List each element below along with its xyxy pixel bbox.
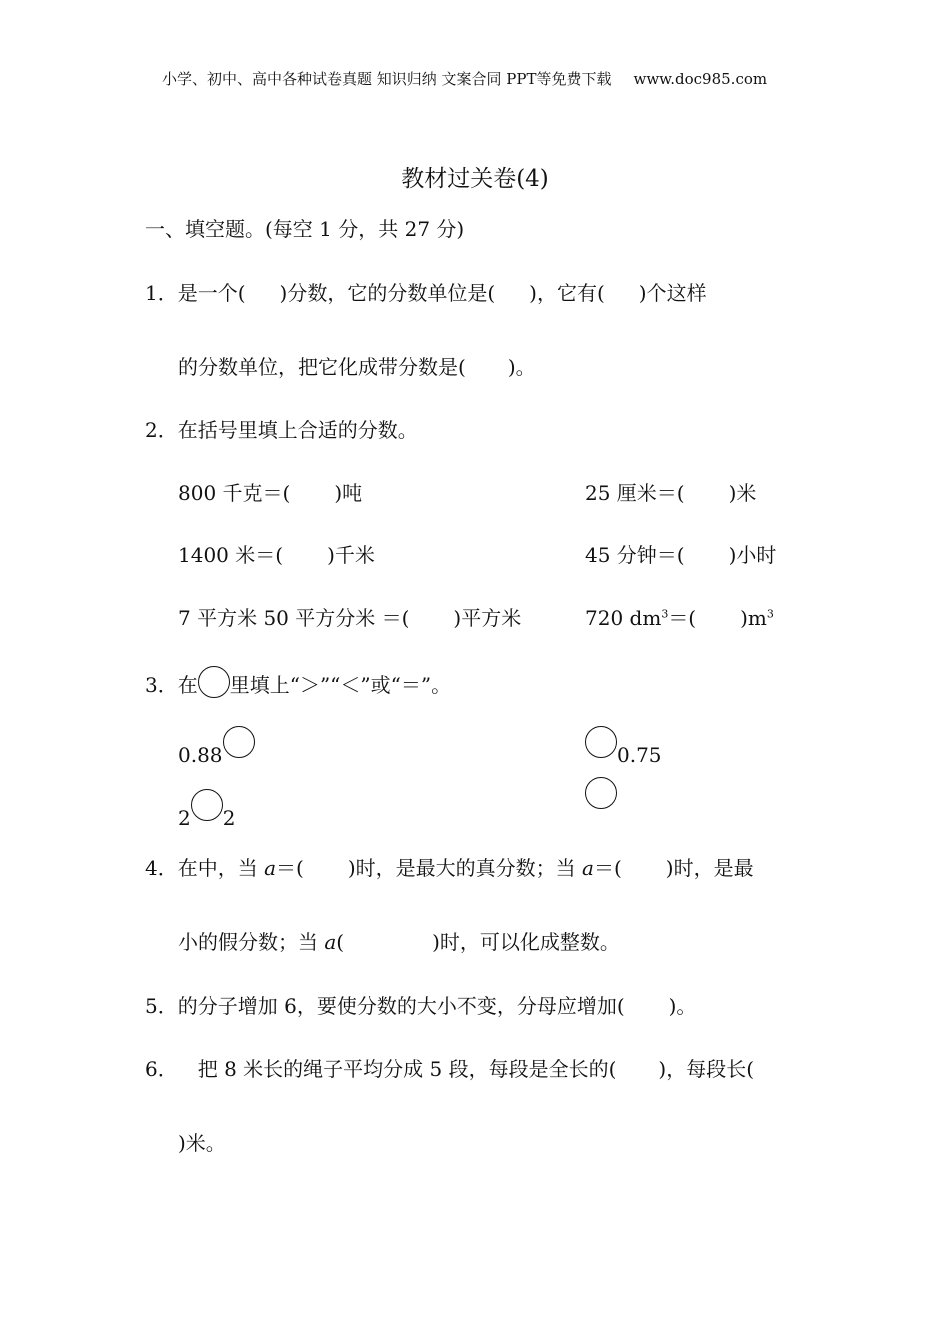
page-title: 教材过关卷(4): [401, 166, 549, 192]
q3-item-4: [585, 777, 617, 809]
question-1-number: 1．: [145, 281, 178, 305]
q1-text-d: )个这样: [638, 281, 707, 305]
q2-item-6-text-b: ＝(: [668, 606, 697, 630]
q2-item-1-text-a: 800 千克＝(: [178, 481, 291, 505]
q4-line2-text-c: )时，可以化成整数。: [432, 930, 620, 954]
q2-item-1: [178, 477, 362, 506]
comparison-circle[interactable]: [191, 789, 223, 821]
question-6-line-2: [178, 1127, 226, 1156]
section-heading: 一、填空题。(每空 1 分，共 27 分): [145, 217, 465, 241]
question-1-line-1: [145, 277, 707, 306]
question-4-number: 4．: [145, 856, 178, 880]
q3-item-1: [178, 726, 255, 767]
q2-item-3-text-b: )千米: [327, 543, 375, 567]
q3-item-2-value: 0.75: [617, 743, 662, 767]
question-4-line-1: [145, 852, 754, 881]
comparison-circle[interactable]: [585, 777, 617, 809]
q4-text-e: )时，是最: [665, 856, 754, 880]
q3-text-a: 在: [177, 673, 198, 697]
q2-item-6: [585, 602, 774, 631]
page-header: [162, 68, 767, 89]
q2-text: 在括号里填上合适的分数。: [177, 418, 418, 442]
q4-line2-text-a: 小的假分数；当: [178, 930, 325, 954]
header-text: 小学、初中、高中各种试卷真题 知识归纳 文案合同 PPT等免费下载: [162, 70, 612, 88]
q2-item-2-text-b: )米: [728, 481, 757, 505]
q5-text-b: )。: [668, 994, 697, 1018]
question-1-line-2: [178, 351, 536, 380]
question-6-line-1: [145, 1053, 754, 1082]
q2-item-3: [178, 539, 375, 568]
q3-item-3-value-b: 2: [222, 806, 236, 830]
variable-a: a: [264, 856, 277, 880]
q3-item-3: [178, 789, 235, 830]
question-3-prompt: [145, 666, 451, 698]
question-5-number: 5．: [145, 994, 178, 1018]
question-5: [145, 990, 696, 1019]
q4-text-d: ＝(: [593, 856, 622, 880]
q5-text-a: 的分子增加 6，要使分数的大小不变，分母应增加(: [177, 994, 625, 1018]
q6-text-b: )，每段长(: [658, 1057, 755, 1081]
q3-text-b: 里填上“＞”“＜”或“＝”。: [229, 673, 452, 697]
q2-item-2-text-a: 25 厘米＝(: [585, 481, 685, 505]
q2-item-1-text-b: )吨: [334, 481, 363, 505]
q3-item-3-value-a: 2: [178, 806, 191, 830]
comparison-circle[interactable]: [223, 726, 255, 758]
question-2-number: 2．: [145, 418, 178, 442]
q1-text-c: )，它有(: [529, 281, 605, 305]
q4-text-b: ＝(: [276, 856, 304, 880]
q1-text-a: 是一个(: [177, 281, 246, 305]
q3-item-2: [585, 726, 662, 767]
q1-line2-text-a: 的分数单位，把它化成带分数是(: [178, 355, 466, 379]
q6-text-a: 把 8 米长的绳子平均分成 5 段，每段是全长的(: [197, 1057, 617, 1081]
q2-item-5-text-a: 7 平方米 50 平方分米 ＝(: [178, 606, 410, 630]
q2-item-4: [585, 539, 776, 568]
q4-text-c: )时，是最大的真分数；当: [347, 856, 583, 880]
q2-item-4-text-b: )小时: [728, 543, 777, 567]
q2-item-6-text-c: )m: [740, 606, 767, 630]
cubic-exponent: 3: [661, 607, 669, 621]
question-2-prompt: [145, 414, 418, 443]
q2-item-5: [178, 602, 521, 631]
comparison-circle[interactable]: [585, 726, 617, 758]
q4-text-a: 在中，当: [177, 856, 265, 880]
question-6-number: 6．: [145, 1057, 178, 1081]
q1-line2-text-b: )。: [507, 355, 536, 379]
header-url[interactable]: www.doc985.com: [633, 70, 768, 88]
variable-a: a: [324, 930, 337, 954]
q2-item-4-text-a: 45 分钟＝(: [585, 543, 685, 567]
q4-line2-text-b: (: [336, 930, 345, 954]
q3-item-1-value: 0.88: [178, 743, 223, 767]
q2-item-3-text-a: 1400 米＝(: [178, 543, 284, 567]
variable-a: a: [582, 856, 594, 880]
question-4-line-2: [178, 926, 620, 955]
q2-item-5-text-b: )平方米: [453, 606, 522, 630]
comparison-circle: [198, 666, 230, 698]
q2-item-6-text-a: 720 dm: [585, 606, 662, 630]
q2-item-2: [585, 477, 756, 506]
q6-line2-text: )米。: [178, 1131, 226, 1155]
q1-text-b: )分数，它的分数单位是(: [279, 281, 496, 305]
question-3-number: 3．: [145, 673, 178, 697]
cubic-exponent: 3: [766, 607, 774, 621]
